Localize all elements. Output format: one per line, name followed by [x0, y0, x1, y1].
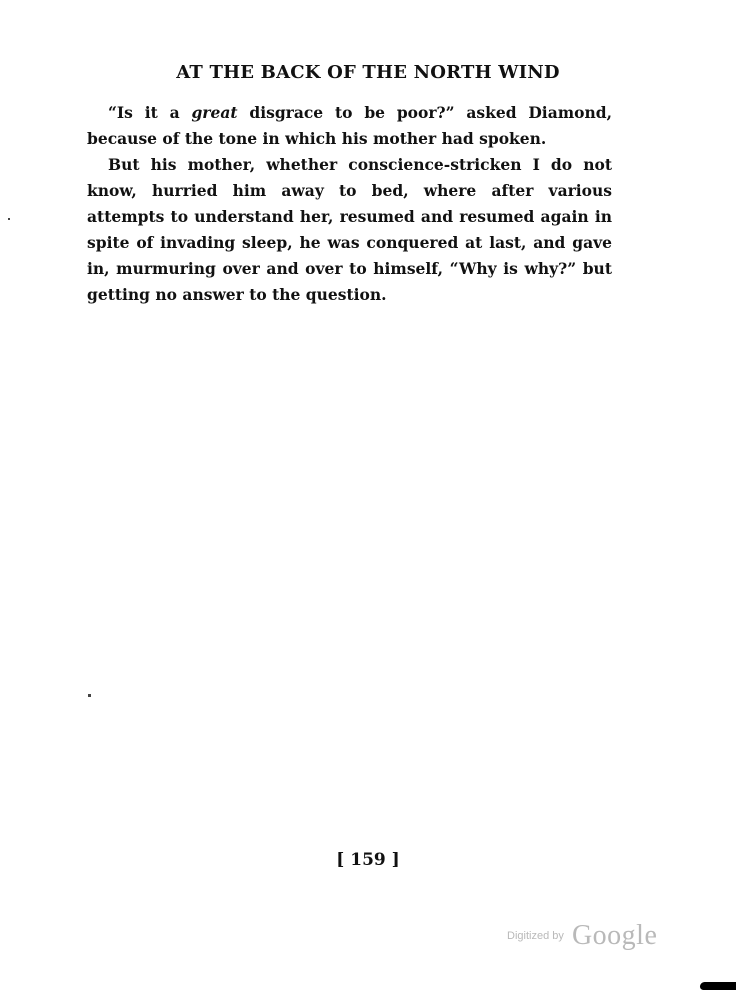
paragraph-1-start: “Is it a — [108, 103, 192, 122]
paragraph-1 — [87, 100, 612, 152]
paragraph-1-end: disgrace to be poor?” asked Diamond, because of the tone in which his mother had spoken. — [87, 103, 612, 148]
paragraph-2: But his mother, whether conscience-stricken I do not know, hurried him away to bed, where after various attempts to understand her, resumed and resumed again in spite of invading sleep, he was conquered at last, and gave in, murmuring over and over to himself, “Why is why?” but getting no answer to the question. — [87, 155, 612, 304]
scan-speck — [88, 694, 91, 697]
digitized-by-text: Digitized by — [507, 930, 564, 942]
body-text — [87, 100, 612, 308]
scan-speck — [8, 218, 10, 220]
digitized-watermark — [507, 920, 657, 952]
running-head: AT THE BACK OF THE NORTH WIND — [176, 62, 560, 83]
google-logo: Google — [571, 920, 658, 951]
paragraph-1-emphasis: great — [191, 103, 238, 122]
page-number: [ 159 ] — [336, 850, 400, 870]
scan-edge-mark — [700, 982, 736, 990]
